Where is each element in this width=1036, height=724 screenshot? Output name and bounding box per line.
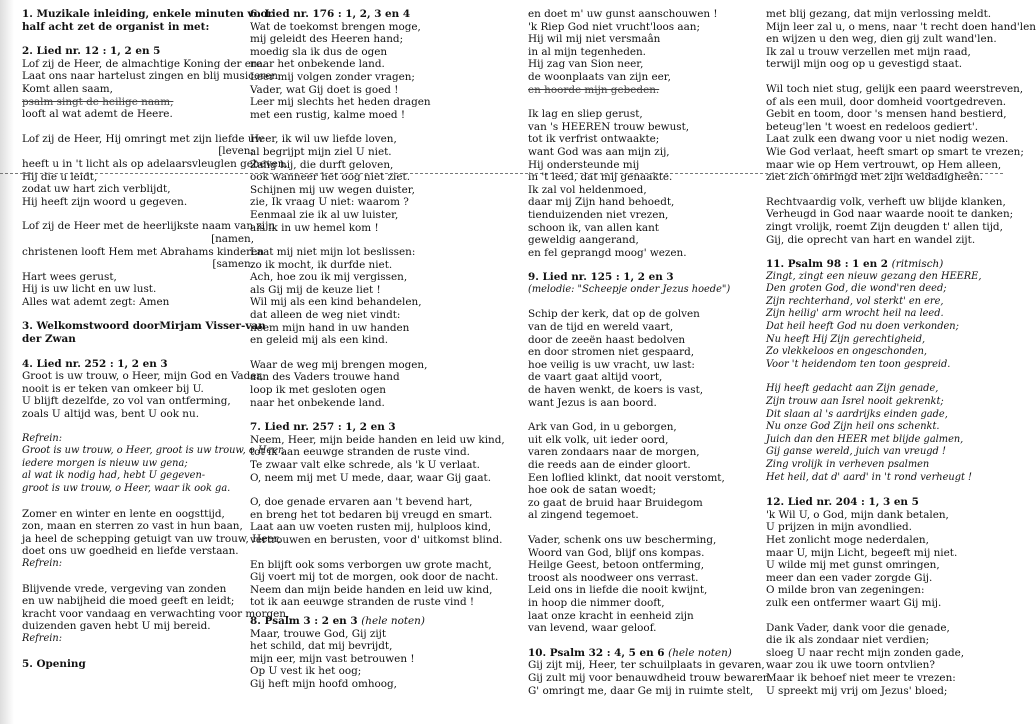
lyric-line: Zomer en winter en lente en oogsttijd, — [22, 507, 225, 520]
lyric-line: Wie God verlaat, heeft smart op smart te vrezen; — [766, 145, 1024, 158]
lyric-line: Waar de weg mij brengen mogen, — [250, 358, 428, 371]
lyric-line: zodat uw hart zich verblijdt, — [22, 183, 171, 196]
lyric-line: aan des Vaders trouwe hand — [250, 371, 400, 384]
lyric-line: naar het onbekende land. — [250, 58, 385, 71]
lyric-line: of als een muil, door domheid voortgedreven. — [766, 95, 1007, 108]
lyric-line: [leven; — [218, 145, 254, 158]
lyric-line: Maar ik behoef niet meer te vrezen: — [766, 671, 956, 684]
lyric-line: Dit slaan al 's aardrijks einden gade, — [766, 408, 948, 420]
lyric-line: Laat zulk een dwang voor u niet nodig wezen. — [766, 133, 1009, 146]
lyric-line: Hij wil mij niet versmaân — [528, 33, 661, 46]
song-title: 2. Lied nr. 12 : 1, 2 en 5 — [22, 45, 161, 58]
lyric-line: ziet zich omringd met zijn weldadigheên. — [766, 171, 984, 184]
lyric-line: als Gij mij de keuze liet ! — [250, 283, 381, 296]
lyric-line: met een rustig, kalme moed ! — [250, 108, 406, 121]
lyric-line: Wat de toekomst brengen moge, — [250, 20, 421, 33]
lyric-line: Hij ondersteunde mij — [528, 158, 640, 171]
song-title — [250, 615, 480, 628]
lyric-line: want God was aan mijn zij, — [528, 145, 670, 158]
lyric-line: zie, Ik vraag U niet: waarom ? — [250, 196, 409, 209]
lyric-line: en fel geprangd moog' wezen. — [528, 246, 687, 259]
lyric-line: Leer mij slechts het heden dragen — [250, 96, 431, 109]
lyric-line: G' omringt me, daar Ge mij in ruimte stelt, — [528, 684, 754, 697]
lyric-line: Laat aan uw voeten rusten mij, hulploos kind, — [250, 521, 492, 534]
song-title — [528, 647, 760, 660]
lyric-line: Dat heil heeft God nu doen verkonden; — [766, 321, 959, 333]
lyric-line: Gebit en toom, door 's mensen hand bestierd, — [766, 108, 1007, 121]
lyric-line: in al mijn tegenheden. — [528, 45, 646, 58]
lyric-line: Heilge Geest, betoon ontferming, — [528, 559, 705, 572]
lyric-line: de woonplaats van zijn eer, — [528, 70, 671, 83]
lyric-line: sloeg U naar recht mijn zonden gade, — [766, 646, 965, 659]
lyric-line: O milde bron van zegeningen: — [766, 584, 925, 597]
lyric-line: Ik zal vol heldenmoed, — [528, 183, 647, 196]
lyric-line: in hoop die nimmer dooft, — [528, 596, 665, 609]
lyric-line: van levend, waar geloof. — [528, 622, 657, 635]
lyric-line: Ach, hoe zou ik mij vergissen, — [250, 271, 408, 284]
lyric-line: maar U, mijn Licht, begeeft mij niet. — [766, 546, 958, 559]
song-subtitle: (hele noten) — [361, 614, 425, 627]
lyric-line: dat alleen de weg niet vindt: — [250, 309, 401, 322]
lyric-line: U blijft dezelfde, zo vol van ontferming, — [22, 395, 231, 408]
lyric-line: O, neem mij met U mede, daar, waar Gij gaat. — [250, 471, 492, 484]
lyric-line: tot ik aan eeuwge stranden de ruste vind ! — [250, 596, 475, 609]
song-title: 6. Lied nr. 176 : 1, 2, 3 en 4 — [250, 8, 411, 20]
lyric-line: geweldig aangerand, — [528, 234, 639, 247]
lyric-line: zo gaat de bruid haar Bruidegom — [528, 496, 703, 509]
lyric-line: Den groten God, die wond'ren deed; — [766, 283, 947, 295]
lyric-line: al zingend tegemoet. — [528, 509, 639, 522]
song-title: 9. Lied nr. 125 : 1, 2 en 3 — [528, 271, 674, 284]
lyric-line: Komt allen saam, — [22, 82, 113, 95]
lyric-line: zulk een ontfermer waart Gij mij. — [766, 596, 942, 609]
lyric-line: loop ik met gesloten ogen — [250, 384, 386, 397]
lyric-line: doet ons uw goedheid en liefde verstaan. — [22, 545, 239, 558]
lyric-line: Zing vrolijk in verheven psalmen — [766, 459, 930, 470]
item-title: 5. Opening — [22, 657, 86, 670]
lyric-line: beteug'len 't woest en redeloos gediert'. — [766, 120, 978, 133]
lyric-line: uit elk volk, uit ieder oord, — [528, 433, 669, 446]
lyric-line: Neem dan mijn beide handen en leid uw kind, — [250, 583, 493, 596]
lyric-line: Lof zij de Heer, Hij omringt met zijn liefde uw — [22, 132, 264, 145]
item-title: half acht zet de organist in met: — [22, 20, 210, 33]
song-title: 12. Lied nr. 204 : 1, 3 en 5 — [766, 496, 919, 509]
lyric-line: van 's HEEREN trouw bewust, — [528, 120, 690, 133]
refrain-label: Refrein: — [22, 432, 63, 444]
lyric-line: Heer, ik wil uw liefde loven, — [250, 133, 397, 146]
lyric-line: mij geleidt des Heeren hand; — [250, 33, 404, 46]
lyric-line: Maar, trouwe God, Gij zijt — [250, 627, 387, 640]
lyric-line: als ik in uw hemel kom ! — [250, 221, 379, 234]
song-subtitle: (ritmisch) — [891, 258, 944, 271]
refrain-line: Groot is uw trouw, o Heer, groot is uw trouw, o Heer, — [22, 445, 285, 457]
lyric-line: Laat mij niet mijn lot beslissen: — [250, 246, 416, 259]
lyric-line: Wil mij als een kind behandelen, — [250, 296, 422, 309]
lyric-line: door de zeeën haast bedolven — [528, 333, 686, 346]
lyric-line: meer dan een vader zorgde Gij. — [766, 571, 933, 584]
lyric-line: Schip der kerk, dat op de golven — [528, 308, 700, 321]
lyric-line: hoe ook de satan woedt; — [528, 484, 657, 497]
lyric-line: Hart wees gerust, — [22, 270, 117, 283]
song-subtitle: (melodie: "Scheepje onder Jezus hoede") — [528, 283, 731, 295]
lyric-line: moedig sla ik dus de ogen — [250, 45, 388, 58]
lyric-line: de haven wenkt, de koers is vast, — [528, 384, 704, 397]
lyric-line: Vader, wat Gij doet is goed ! — [250, 83, 399, 96]
lyric-line: Woord van God, blijf ons kompas. — [528, 546, 705, 559]
lyric-line: Gij, die oprecht van hart en wandel zijt. — [766, 233, 976, 246]
lyric-line: tienduizenden niet vrezen, — [528, 208, 669, 221]
page-edge-shadow — [0, 0, 14, 724]
column-2 — [250, 8, 505, 691]
lyric-line: Gij zijt mij, Heer, ter schuilplaats in gevaren, — [528, 659, 765, 672]
lyric-line: Vader, schenk ons uw bescherming, — [528, 533, 717, 546]
lyric-line: Zijn heilig' arm wrocht heil na leed. — [766, 308, 944, 320]
lyric-line: Lof zij de Heer met de heerlijkste naam van zijn — [22, 220, 276, 233]
lyric-line: psalm singt de heilige naam, — [22, 95, 174, 108]
song-title-text: 10. Psalm 32 : 4, 5 en 6 — [528, 646, 665, 659]
lyric-line: ook wanneer het oog niet ziet. — [250, 171, 411, 184]
lyric-line: zo ik mocht, ik durfde niet. — [250, 258, 393, 271]
lyric-line: hoe veilig is uw vracht, uw last: — [528, 358, 695, 371]
lyric-line: Eenmaal zie ik al uw luister, — [250, 208, 399, 221]
refrain-label: Refrein: — [22, 557, 63, 569]
item-title: 1. Muzikale inleiding, enkele minuten voor — [22, 8, 273, 20]
lyric-line: [namen, — [211, 232, 254, 245]
lyric-line: tot ik verfrist ontwaakte; — [528, 133, 660, 146]
lyric-line: kracht voor vandaag en verwachting voor morgen, — [22, 607, 290, 620]
lyric-line: Gij heft mijn hoofd omhoog, — [250, 677, 397, 690]
item-title: 3. Welkomstwoord doorMirjam Visser-van — [22, 320, 266, 333]
song-title-text: 11. Psalm 98 : 1 en 2 — [766, 258, 889, 271]
lyric-line: en uw nabijheid die moed geeft en leidt; — [22, 595, 235, 608]
lyric-line: Neem, Heer, mijn beide handen en leid uw kind, — [250, 433, 505, 446]
lyric-line: Laat ons naar hartelust zingen en blij musiceren. — [22, 70, 282, 83]
lyric-line: neem mijn hand in uw handen — [250, 321, 410, 334]
lyric-line: Hij die u leidt, — [22, 170, 98, 183]
lyric-line: Ik zal u trouw verzellen met mijn raad, — [766, 45, 971, 58]
lyric-line: Ik lag en sliep gerust, — [528, 108, 643, 121]
lyric-line: het schild, dat mij bevrijdt, — [250, 640, 393, 653]
lyric-line: terwijl mijn oog op u gevestigd staat. — [766, 58, 963, 71]
lyric-line: maar wie op Hem vertrouwt, op Hem alleen, — [766, 158, 1002, 171]
lyric-line: heeft u in 't licht als op adelaarsvleuglen geheven. — [22, 157, 288, 170]
lyric-line: Leer mij volgen zonder vragen; — [250, 70, 415, 83]
song-title: 7. Lied nr. 257 : 1, 2 en 3 — [250, 421, 396, 434]
lyric-line: en breng het tot bedaren bij vreugd en smart. — [250, 508, 493, 521]
lyric-line: Gij voert mij tot de morgen, ook door de nacht. — [250, 571, 499, 584]
lyric-line: Hij heeft zijn woord u gegeven. — [22, 195, 188, 208]
lyric-line: zon, maan en sterren zo vast in hun baan, — [22, 520, 243, 533]
refrain-label: Refrein: — [22, 632, 63, 644]
lyric-line: duizenden gaven hebt U mij bereid. — [22, 620, 211, 633]
lyric-line: de vaart gaat altijd voort, — [528, 371, 663, 384]
refrain-line: iedere morgen is nieuw uw gena; — [22, 457, 188, 469]
lyric-line: looft al wat ademt de Heere. — [22, 108, 173, 121]
song-subtitle: (hele noten) — [668, 646, 732, 659]
lyric-line: tot ik aan eeuwge stranden de ruste vind. — [250, 446, 470, 459]
lyric-line: Een loflied klinkt, dat nooit verstomt, — [528, 471, 725, 484]
lyric-line: Wil toch niet stug, gelijk een paard weerstreven, — [766, 82, 1024, 95]
lyric-line: [samen. — [212, 258, 254, 271]
lyric-line: Hij heeft gedacht aan Zijn genade, — [766, 383, 939, 395]
song-title: 4. Lied nr. 252 : 1, 2 en 3 — [22, 357, 168, 370]
lyric-line: Gij zult mij voor benauwdheid trouw bewaren. — [528, 671, 773, 684]
lyric-line: Ark van God, in u geborgen, — [528, 421, 677, 434]
lyric-line: Mijn leer zal u, o mens, naar 't recht doen hand'len — [766, 20, 1036, 33]
lyric-line: laat onze kracht in eenheid zijn — [528, 609, 694, 622]
lyric-line: christenen looft Hem met Abrahams kinderen — [22, 245, 264, 258]
lyric-line: Rechtvaardig volk, verheft uw blijde klanken, — [766, 195, 1006, 208]
lyric-line: Leid ons in liefde die nooit kwijnt, — [528, 584, 708, 597]
lyric-line: en geleid mij als een kind. — [250, 334, 389, 347]
lyric-line: En blijft ook soms verborgen uw grote macht, — [250, 558, 492, 571]
lyric-line: mijn eer, mijn vast betrouwen ! — [250, 652, 415, 665]
lyric-line: O, doe genade ervaren aan 't bevend hart, — [250, 496, 473, 509]
lyric-line: waar zou ik uwe toorn ontvlien? — [766, 659, 935, 672]
lyric-line: zoals U altijd was, bent U ook nu. — [22, 408, 199, 421]
lyric-line: Alles wat ademt zegt: Amen — [22, 295, 170, 308]
lyric-line: schoon ik, van allen kant — [528, 221, 659, 234]
lyric-line: 'k Wil U, o God, mijn dank betalen, — [766, 508, 949, 521]
lyric-line: die reeds aan de einder gloort. — [528, 459, 691, 471]
lyric-line: troost als noodweer ons verrast. — [528, 571, 699, 584]
lyric-line: Het heil, dat d' aard' in 't rond verheugt ! — [766, 471, 972, 483]
lyric-line: al begrijpt mijn ziel U niet. — [250, 145, 392, 158]
lyric-line: Zijn rechterhand, vol sterkt' en ere, — [766, 295, 944, 307]
lyric-line: Voor 't heidendom ten toon gespreid. — [766, 358, 951, 370]
column-3 — [528, 8, 773, 697]
lyric-line: Lof zij de Heer, de almachtige Koning der ere. — [22, 57, 266, 70]
lyric-line: en door stromen niet gespaard, — [528, 346, 695, 359]
lyric-line: en hoorde mijn gebeden. — [528, 83, 660, 96]
lyric-line: 'k Riep God niet vrucht'loos aan; — [528, 20, 700, 33]
column-4 — [766, 8, 1036, 697]
lyric-line: Groot is uw trouw, o Heer, mijn God en Vader, — [22, 370, 264, 383]
column-1 — [22, 8, 290, 670]
lyric-line: en doet m' uw gunst aanschouwen ! — [528, 8, 718, 20]
lyric-line: Hij zag van Sion neer, — [528, 58, 644, 71]
lyric-line: nooit is er teken van omkeer bij U. — [22, 382, 204, 395]
lyric-line: Blijvende vrede, vergeving van zonden — [22, 582, 227, 595]
lyric-line: van de tijd en wereld vaart, — [528, 321, 674, 334]
song-title — [766, 258, 998, 271]
lyric-line: Verheugd in God naar waarde nooit te danken; — [766, 208, 1014, 221]
lyric-line: U spreekt mij vrij om Jezus' bloed; — [766, 684, 948, 697]
lyric-line: daar mij Zijn hand behoedt, — [528, 196, 675, 209]
lyric-line: Gij ganse wereld, juich van vreugd ! — [766, 446, 946, 458]
lyric-line: want Jezus is aan boord. — [528, 396, 657, 409]
lyric-line: vertrouwen en berusten, voor d' uitkomst blind. — [250, 533, 503, 546]
lyric-line: Op U vest ik het oog; — [250, 665, 362, 678]
lyric-line: varen zondaars naar de morgen, — [528, 446, 700, 459]
lyric-line: Schijnen mij uw wegen duister, — [250, 183, 415, 196]
lyric-line: ja heel de schepping getuigt van uw trouw, Heer, — [22, 532, 281, 545]
lyric-line: met blij gezang, dat mijn verlossing meldt. — [766, 8, 992, 20]
lyric-line: zingt vrolijk, roemt Zijn deugden t' allen tijd, — [766, 220, 1003, 233]
lyric-line: U wilde mij met gunst omringen, — [766, 559, 940, 572]
lyric-line: Hij is uw licht en uw lust. — [22, 283, 157, 296]
refrain-line: al wat ik nodig had, hebt U gegeven- — [22, 470, 206, 482]
lyric-line: in 't leed, dat mij genaakte. — [528, 171, 673, 184]
lyric-line: Te zwaar valt elke schrede, als 'k U verlaat. — [250, 459, 480, 471]
lyric-line: Het zonlicht moge nederdalen, — [766, 533, 929, 546]
lyric-line: Zo vlekkeloos en ongeschonden, — [766, 346, 928, 358]
song-title-text: 8. Psalm 3 : 2 en 3 — [250, 614, 358, 627]
lyric-line: Zijn trouw aan Isrel nooit gekrenkt; — [766, 396, 944, 408]
item-title: der Zwan — [22, 333, 76, 346]
lyric-line: naar het onbekende land. — [250, 396, 385, 409]
lyric-line: Juich dan den HEER met blijde galmen, — [766, 433, 964, 445]
refrain-line: groot is uw trouw, o Heer, waar ik ook ga. — [22, 483, 231, 494]
lyric-line: Zalig hij, die durft geloven, — [250, 158, 394, 171]
lyric-line: Dank Vader, dank voor die genade, — [766, 621, 950, 634]
lyric-line: U prijzen in mijn avondlied. — [766, 521, 912, 534]
lyric-line: Nu heeft Hij Zijn gerechtigheid, — [766, 333, 926, 345]
lyric-line: en wijzen u den weg, dien gij zult wand'len. — [766, 33, 997, 46]
lyric-line: die ik als zondaar niet verdien; — [766, 634, 930, 647]
lyric-line: Nu onze God Zijn heil ons schenkt. — [766, 421, 940, 433]
lyric-line: Zingt, zingt een nieuw gezang den HEERE, — [766, 270, 982, 282]
